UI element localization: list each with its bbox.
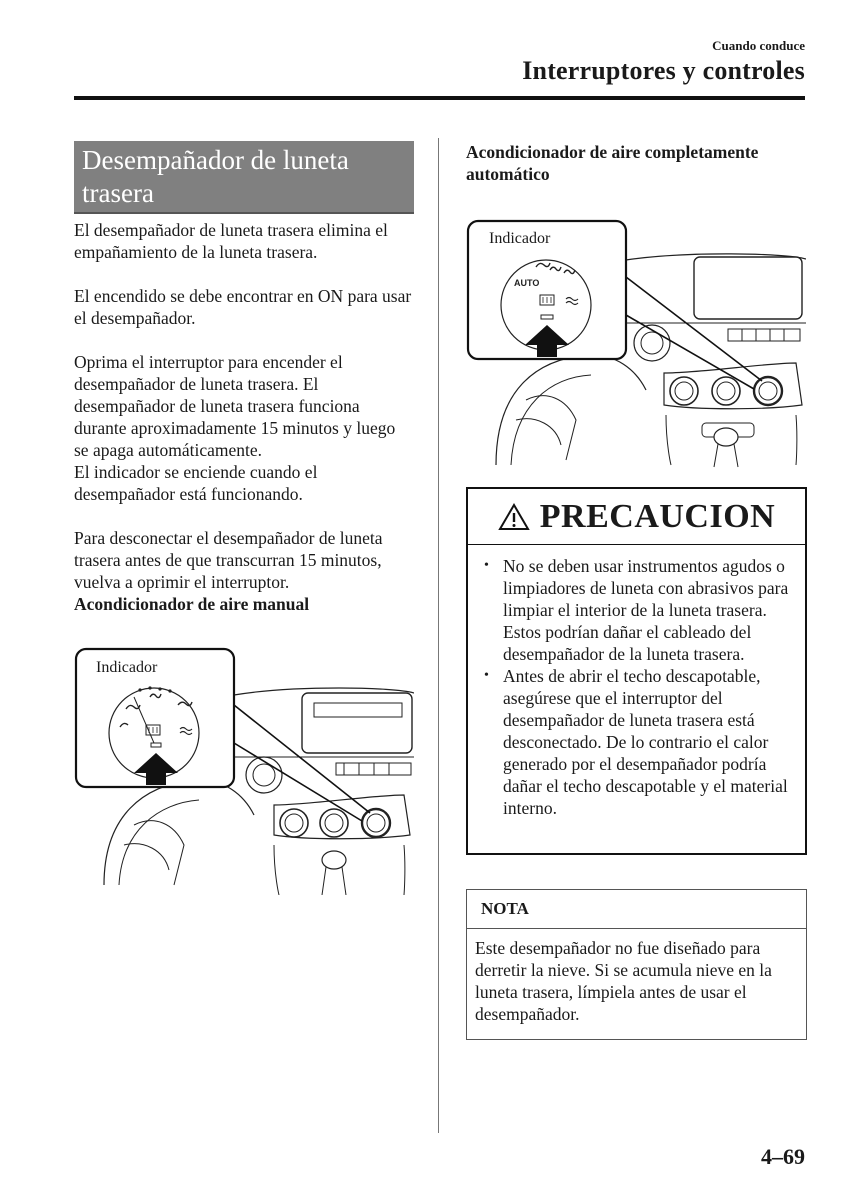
manual-ac-indicator-label: Indicador: [96, 659, 158, 676]
header-rule: [74, 96, 805, 100]
column-divider: [438, 138, 439, 1133]
right-column: [466, 141, 806, 185]
running-header-section: Cuando conduce: [712, 38, 805, 53]
auto-ac-heading: Acondicionador de aire completamente automático: [466, 142, 759, 184]
caution-box: [466, 487, 807, 855]
caution-list: [468, 545, 805, 819]
paragraph-ignition: El encendido se debe encontrar en ON para usar el desempañador.: [74, 286, 412, 328]
page-number: 4–69: [761, 1144, 805, 1169]
paragraph-intro: El desempañador de luneta trasera elimina el empañamiento de la luneta trasera.: [74, 220, 388, 262]
auto-label-text: AUTO: [514, 278, 540, 288]
auto-ac-indicator-label: Indicador: [489, 230, 551, 247]
paragraph-turn-off: Para desconectar el desempañador de luneta trasera antes de que transcurran 15 minutos, vuelva a oprimir el interruptor.: [74, 528, 383, 592]
paragraph-indicator: El indicador se enciende cuando el desempañador está funcionando.: [74, 462, 318, 504]
caution-title: PRECAUCION: [539, 497, 776, 535]
warning-triangle-icon: [498, 503, 530, 531]
paragraph-operation: Oprima el interruptor para encender el desempañador de luneta trasera. El desempañador de luneta trasera funciona durante aproximadamente 15 minutos y luego se apaga automáticamente.: [74, 352, 396, 460]
caution-item: • No se deben usar instrumentos agudos o limpiadores de luneta con abrasivos para limpiar el interior de la luneta trasera. Estos podrían dañar el cableado del desempañador de la luneta trasera.: [484, 556, 789, 664]
running-header-title: Interruptores y controles: [522, 56, 805, 85]
caution-header: [468, 489, 805, 545]
manual-ac-heading: Acondicionador de aire manual: [74, 594, 310, 614]
section-title: Desempañador de luneta trasera: [74, 141, 414, 214]
left-column: [74, 141, 414, 615]
note-box: [466, 889, 807, 1040]
auto-ac-illustration: [466, 215, 806, 470]
caution-item: • Antes de abrir el techo descapotable, asegúrese que el interruptor del desempañador de luneta trasera está desconectado. De lo contrario el calor generado por el desempañador podría dañar el techo descapotable y el material interno.: [484, 666, 788, 818]
manual-ac-illustration: [74, 645, 414, 895]
note-title: NOTA: [467, 890, 806, 929]
note-body: Este desempañador no fue diseñado para derretir la nieve. Si se acumula nieve en la luneta trasera, límpiela antes de usar el desempañador.: [475, 938, 772, 1024]
